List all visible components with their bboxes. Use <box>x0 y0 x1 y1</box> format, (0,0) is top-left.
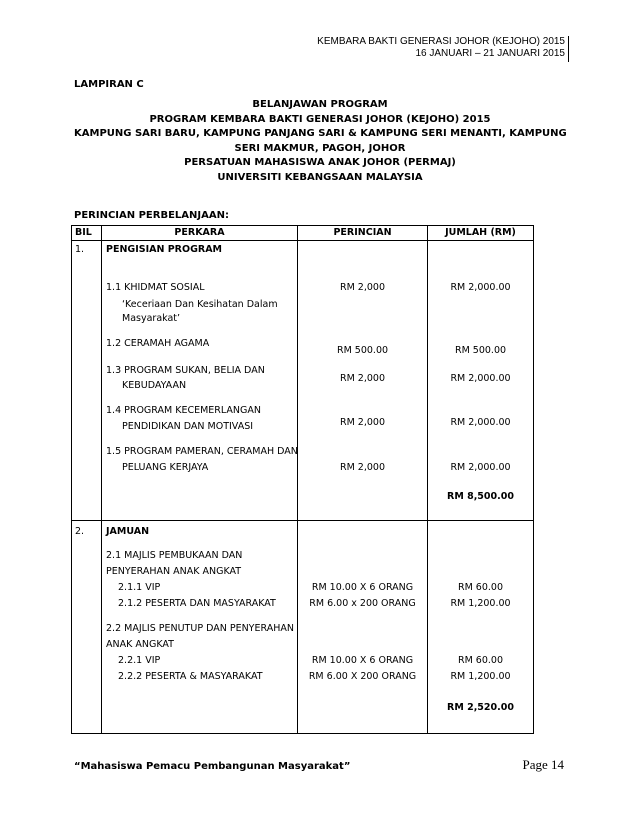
item-text: ANAK ANGKAT <box>106 639 174 650</box>
item-text: 2.2 MAJLIS PENUTUP DAN PENYERAHAN <box>106 623 294 634</box>
document-title <box>74 98 566 185</box>
item-text: 2.1.2 PESERTA DAN MASYARAKAT <box>118 598 276 609</box>
item-text: Masyarakat’ <box>122 313 181 324</box>
row-number-cell <box>72 521 102 734</box>
header-line-1: KEMBARA BAKTI GENERASI JOHOR (KEJOHO) 2015 <box>317 36 565 47</box>
item-text: 1.4 PROGRAM KECEMERLANGAN <box>106 405 261 416</box>
running-header <box>265 36 565 60</box>
perincian-value: RM 2,000 <box>339 373 385 384</box>
row-title: PENGISIAN PROGRAM <box>106 244 222 255</box>
jumlah-value: RM 2,000.00 <box>450 462 511 473</box>
jumlah-value: RM 2,000.00 <box>450 282 511 293</box>
item-text: 1.2 CERAMAH AGAMA <box>106 338 210 349</box>
table-header-row <box>72 226 534 241</box>
column-header-perincian: PERINCIAN <box>298 226 428 241</box>
title-line: KAMPUNG SARI BARU, KAMPUNG PANJANG SARI & KAMPUNG SERI MENANTI, KAMPUNG <box>74 128 567 139</box>
column-header-perkara: PERKARA <box>102 226 298 241</box>
jumlah-value: RM 1,200.00 <box>450 598 511 609</box>
row-total: RM 8,500.00 <box>447 491 514 502</box>
perincian-value: RM 6.00 x 200 ORANG <box>309 598 416 609</box>
jumlah-value: RM 60.00 <box>457 655 503 666</box>
header-divider <box>568 36 569 62</box>
column-header-bil: BIL <box>72 226 102 241</box>
perincian-value: RM 6.00 X 200 ORANG <box>308 671 417 682</box>
perincian-cell <box>298 521 428 734</box>
perincian-cell <box>298 241 428 521</box>
row-number-cell <box>72 241 102 521</box>
lampiran-label: LAMPIRAN C <box>74 79 144 90</box>
item-text: 1.5 PROGRAM PAMERAN, CERAMAH DAN <box>106 446 298 457</box>
jumlah-value: RM 2,000.00 <box>450 417 511 428</box>
perincian-value: RM 2,000 <box>339 462 385 473</box>
section-label: PERINCIAN PERBELANJAAN: <box>74 210 229 221</box>
perkara-cell <box>102 521 298 734</box>
item-text: 1.1 KHIDMAT SOSIAL <box>106 282 205 293</box>
table-row <box>72 521 534 734</box>
item-text: PELUANG KERJAYA <box>122 462 209 473</box>
table-row <box>72 241 534 521</box>
title-line: UNIVERSITI KEBANGSAAN MALAYSIA <box>217 171 423 183</box>
title-line: PERSATUAN MAHASISWA ANAK JOHOR (PERMAJ) <box>184 157 456 168</box>
perincian-value: RM 10.00 X 6 ORANG <box>311 655 414 666</box>
jumlah-value: RM 500.00 <box>454 345 507 356</box>
title-line: BELANJAWAN PROGRAM <box>252 99 388 110</box>
jumlah-cell <box>428 521 534 734</box>
budget-table <box>71 225 534 734</box>
item-text: 1.3 PROGRAM SUKAN, BELIA DAN <box>106 365 265 376</box>
perkara-cell <box>102 241 298 521</box>
jumlah-value: RM 60.00 <box>457 582 503 593</box>
header-line-2: 16 JANUARI – 21 JANUARI 2015 <box>415 48 565 59</box>
perincian-value: RM 2,000 <box>339 417 385 428</box>
item-text: 2.1 MAJLIS PEMBUKAAN DAN <box>106 550 243 561</box>
jumlah-value: RM 2,000.00 <box>450 373 511 384</box>
row-number: 2. <box>75 526 85 537</box>
item-text: PENDIDIKAN DAN MOTIVASI <box>122 421 254 432</box>
item-text: 2.1.1 VIP <box>118 582 161 593</box>
perincian-value: RM 500.00 <box>336 345 389 356</box>
item-text: KEBUDAYAAN <box>122 380 187 391</box>
row-total: RM 2,520.00 <box>447 702 514 713</box>
jumlah-cell <box>428 241 534 521</box>
item-text: PENYERAHAN ANAK ANGKAT <box>106 566 242 577</box>
jumlah-value: RM 1,200.00 <box>450 671 511 682</box>
title-line: PROGRAM KEMBARA BAKTI GENERASI JOHOR (KEJOHO) 2015 <box>149 113 491 125</box>
row-title: JAMUAN <box>106 526 150 537</box>
perincian-value: RM 2,000 <box>339 282 385 293</box>
item-text: 2.2.2 PESERTA & MASYARAKAT <box>118 671 263 682</box>
column-header-jumlah: JUMLAH (RM) <box>428 226 534 241</box>
page-number: Page 14 <box>522 757 564 772</box>
perincian-value: RM 10.00 X 6 ORANG <box>311 582 414 593</box>
item-text: 2.2.1 VIP <box>118 655 161 666</box>
row-number: 1. <box>75 244 85 255</box>
footer-slogan: “Mahasiswa Pemacu Pembangunan Masyarakat” <box>74 761 351 772</box>
item-text: ‘Keceriaan Dan Kesihatan Dalam <box>122 299 278 310</box>
title-line: SERI MAKMUR, PAGOH, JOHOR <box>234 142 406 154</box>
